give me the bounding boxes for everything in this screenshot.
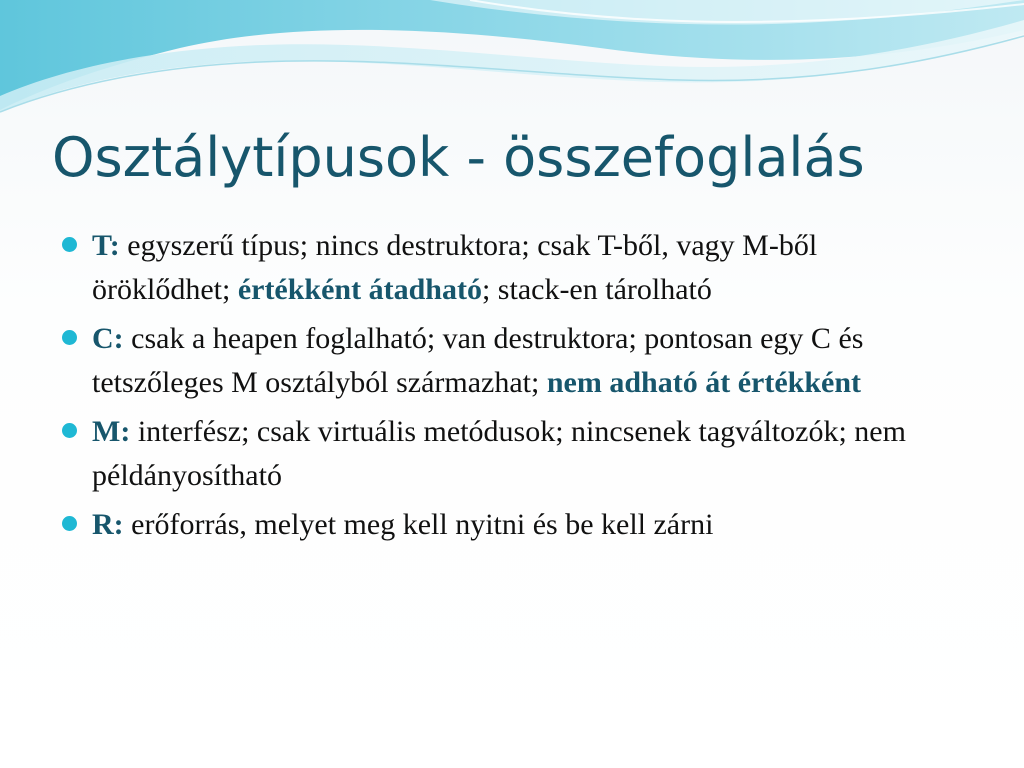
- bullet-text: egyszerű típus; nincs destruktora; csak T-ből, vagy M-ből öröklődhet;: [92, 229, 818, 306]
- bullet-text: csak a heapen foglalható; van destruktora; pontosan egy C és tetszőleges M osztályból származhat;: [92, 322, 864, 399]
- bullet-dot-icon: [62, 423, 77, 438]
- bullet-key: M:: [92, 415, 131, 448]
- bullet-list: [62, 224, 962, 552]
- bullet-dot-icon: [62, 330, 77, 345]
- bullet-item-c: [62, 317, 962, 405]
- bullet-text: erőforrás, melyet meg kell nyitni és be kell zárni: [123, 508, 714, 541]
- bullet-item-t: [62, 224, 962, 312]
- bullet-item-r: [62, 503, 962, 547]
- decorative-wave-header: [0, 0, 1024, 130]
- bullet-key: T:: [92, 229, 120, 262]
- bullet-key: R:: [92, 508, 124, 541]
- slide-title: Osztálytípusok - összefoglalás: [52, 126, 865, 189]
- bullet-highlight: értékként átadható: [237, 273, 482, 306]
- bullet-text: interfész; csak virtuális metódusok; nincsenek tagváltozók; nem példányosítható: [92, 415, 906, 492]
- bullet-key: C:: [92, 322, 124, 355]
- bullet-dot-icon: [62, 516, 77, 531]
- bullet-text-end: ; stack-en tárolható: [481, 273, 712, 306]
- bullet-dot-icon: [62, 237, 77, 252]
- bullet-highlight: nem adható át értékként: [546, 366, 861, 399]
- bullet-item-m: [62, 410, 962, 498]
